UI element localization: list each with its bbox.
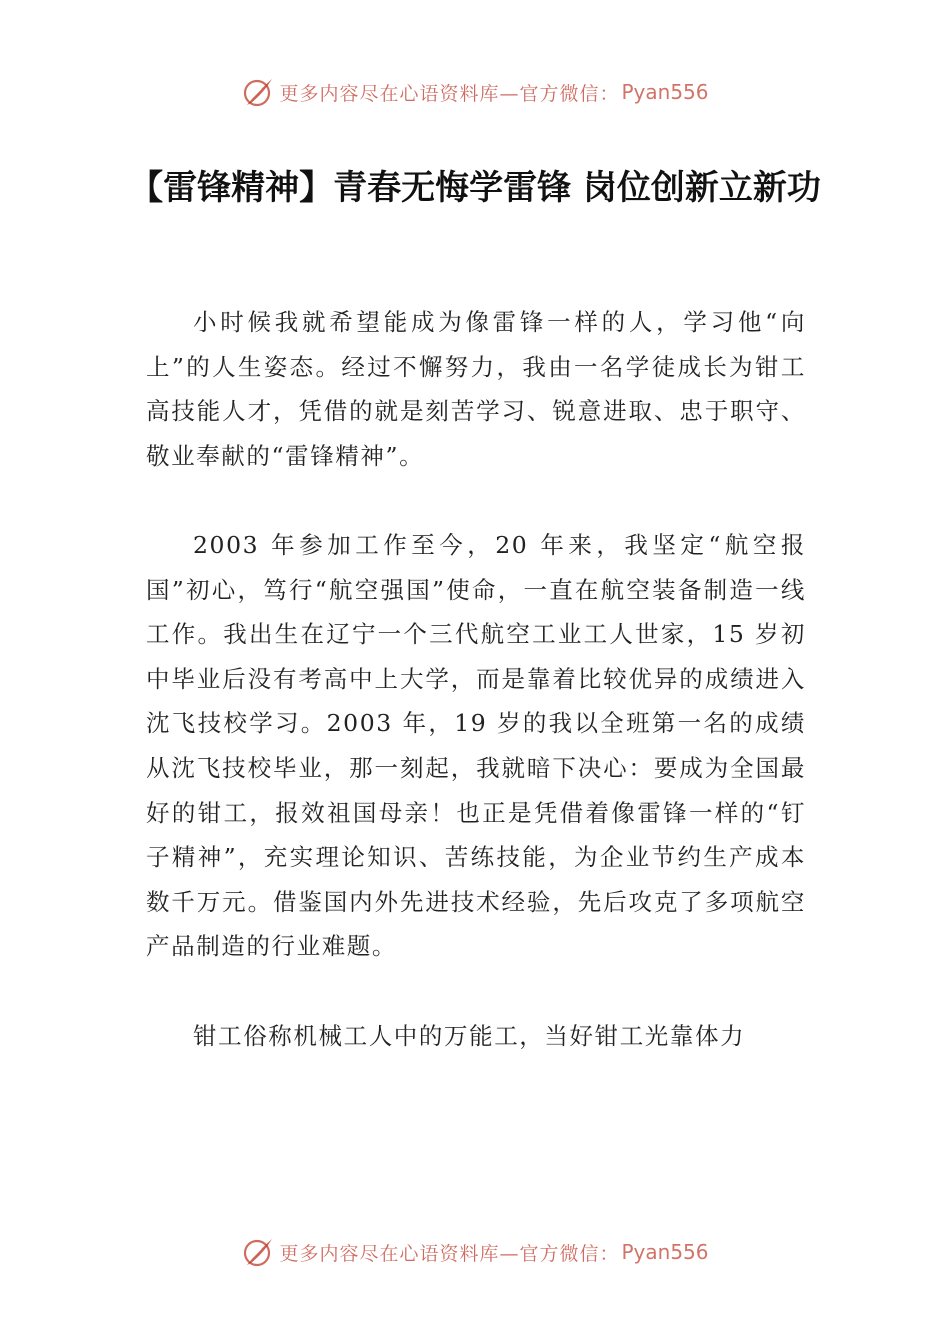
banner-text: 更多内容尽在心语资料库—官方微信：	[279, 1242, 620, 1265]
paragraph: 小时候我就希望能成为像雷锋一样的人，学习他“向上”的人生姿态。经过不懈努力，我由一名学徒成长为钳工高技能人才，凭借的就是刻苦学习、锐意进取、忠于职守、敬业奉献的“雷锋精神”。	[146, 308, 806, 470]
banner-text: 更多内容尽在心语资料库—官方微信：	[279, 82, 620, 105]
header-watermark-banner	[0, 72, 950, 112]
paragraph: 钳工俗称机械工人中的万能工，当好钳工光靠体力	[193, 1021, 746, 1050]
document-body	[146, 300, 806, 1103]
paragraph: 2003 年参加工作至今，20 年来，我坚定“航空报国”初心，笃行“航空强国”使命，一直在航空装备制造一线工作。我出生在辽宁一个三代航空工业工人世家，15 岁初中毕业后没有考高中上大学，而是靠着比较优异的成绩进入沈飞技校学习。2003 年，19 岁的我以全班第一名的成绩从沈飞技校毕业，那一刻起，我就暗下决心：要成为全国最好的钳工，报效祖国母亲！也正是凭借着像雷锋一样的“钉子精神”，充实理论知识、苦练技能，为企业节约生产成本数千万元。借鉴国内外先进技术经验，先后攻克了多项航空产品制造的行业难题。	[146, 530, 806, 961]
wechat-id: Pyan556	[621, 1240, 709, 1264]
document-title: 【雷锋精神】青春无悔学雷锋 岗位创新立新功	[129, 168, 821, 208]
quill-logo-icon	[241, 75, 275, 109]
wechat-id: Pyan556	[621, 80, 709, 104]
quill-logo-icon	[241, 1235, 275, 1269]
footer-watermark-banner	[0, 1232, 950, 1272]
